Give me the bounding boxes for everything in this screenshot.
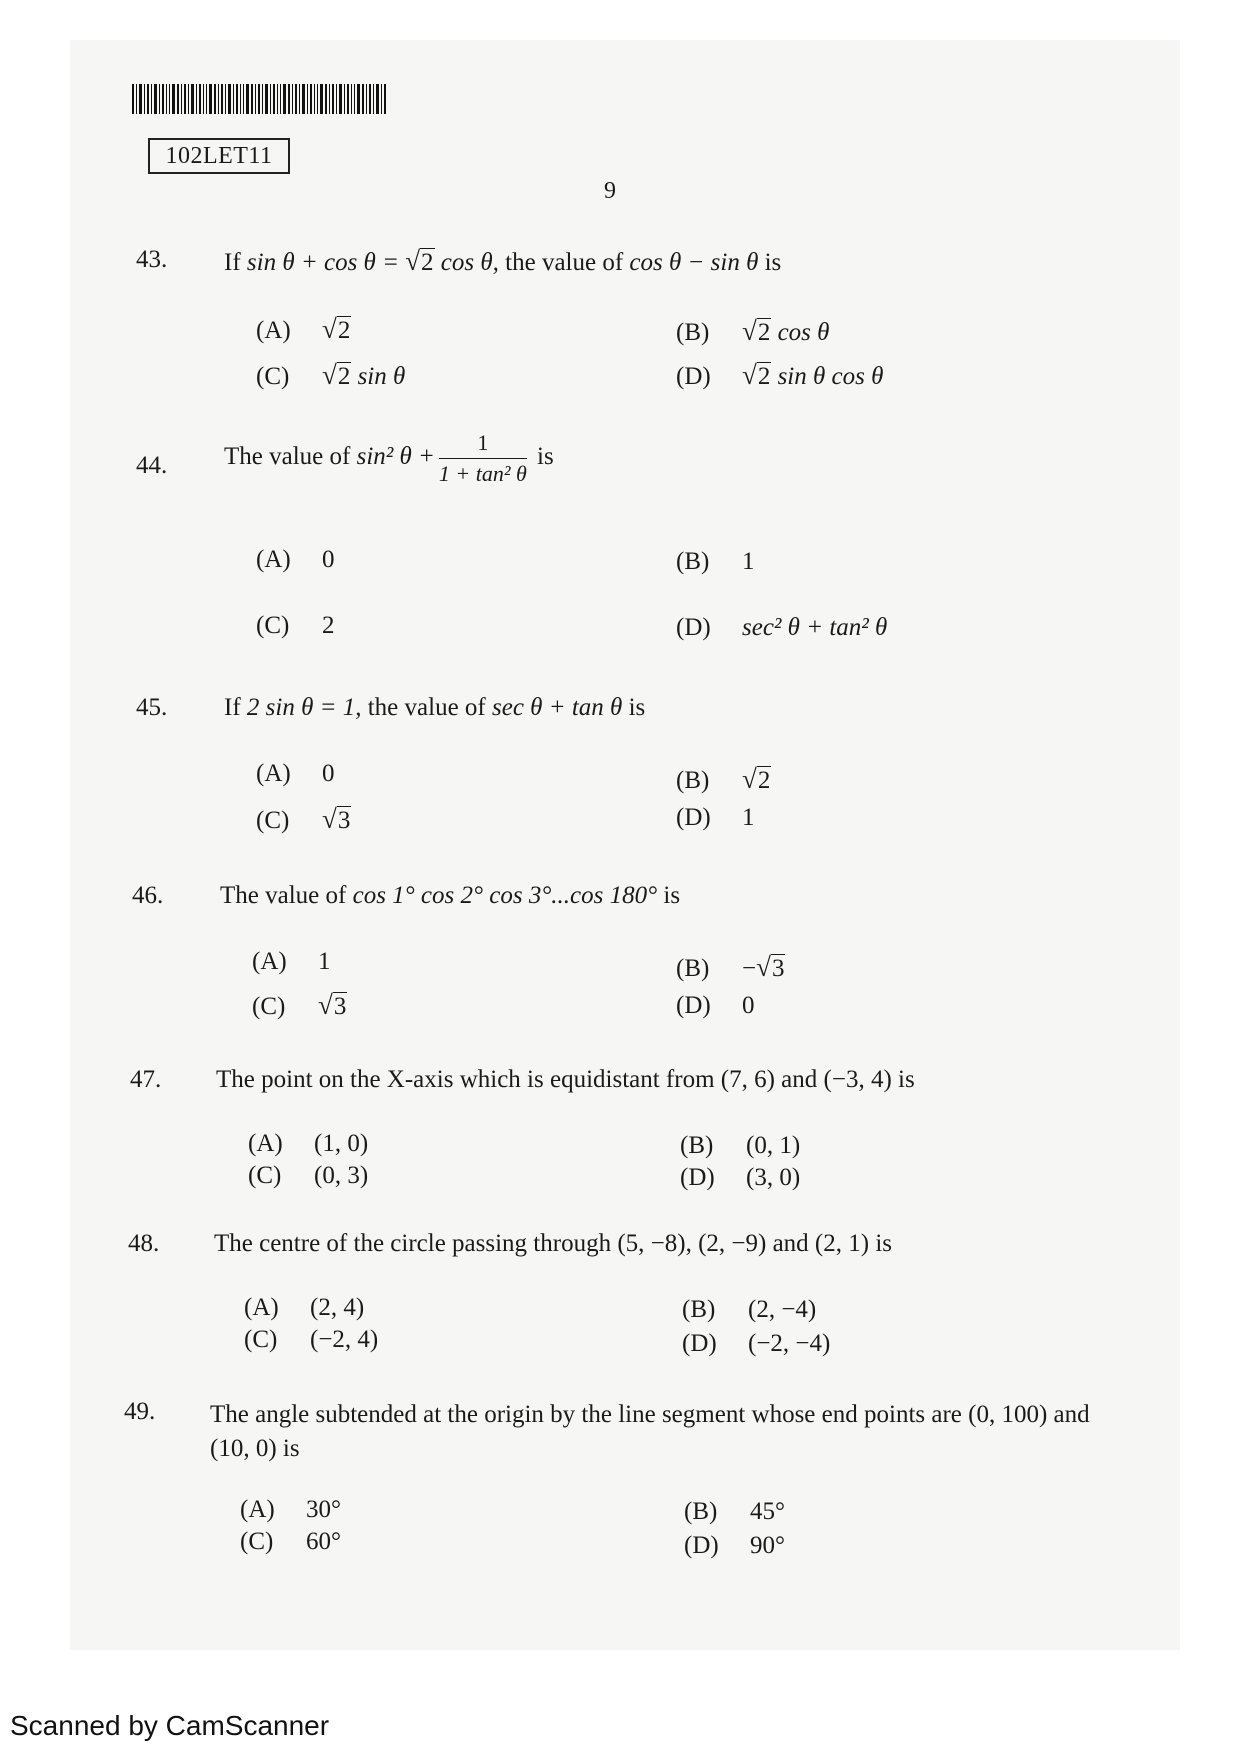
scanner-watermark: Scanned by CamScanner [10,1710,330,1741]
question-number: 48. [128,1230,160,1257]
option-c[interactable]: (C) 2 [256,612,335,639]
question-number: 45. [136,694,168,721]
option-c[interactable]: (C) √2 sin θ [256,360,406,390]
question-text: The point on the X-axis which is equidistant from (7, 6) and (−3, 4) is [216,1066,915,1093]
option-d[interactable]: (D) (3, 0) [680,1164,801,1191]
option-a[interactable]: (A) 0 [256,546,335,573]
sqrt: √2 [405,246,434,276]
option-b[interactable]: (B) (0, 1) [680,1132,801,1159]
question-text: The centre of the circle passing through (5, −8), (2, −9) and (2, 1) is [214,1230,892,1257]
option-b[interactable]: (B) 1 [676,548,755,575]
option-c[interactable]: (C) (0, 3) [248,1162,369,1189]
page-number: 9 [604,178,616,204]
question-text: If sin θ + cos θ = √2 cos θ, the value of cos θ − sin θ is [224,246,782,276]
question-number: 44. [136,452,168,479]
option-b[interactable]: (B) (2, −4) [682,1296,817,1323]
option-a[interactable]: (A) (2, 4) [244,1294,365,1321]
option-d[interactable]: (D) √2 sin θ cos θ [676,360,884,390]
question-text: The value of sin² θ + $\frac{1}{\text{1 + tan² θ}}$ is [224,430,554,486]
option-a[interactable]: (A) 30° [240,1496,341,1523]
option-a[interactable]: (A) 1 [252,948,331,975]
option-b[interactable]: (B) −√3 [676,952,785,982]
question-number: 46. [132,882,164,909]
question-number: 49. [124,1398,156,1425]
question-number: 43. [136,246,168,273]
question-text: If 2 sin θ = 1, the value of sec θ + tan θ is [224,694,646,721]
option-d[interactable]: (D) (−2, −4) [682,1330,831,1357]
option-b[interactable]: (B) √2 cos θ [676,316,830,346]
option-d[interactable]: (D) 0 [676,992,755,1019]
option-c[interactable]: (C) 60° [240,1528,341,1555]
option-a[interactable]: (A) (1, 0) [248,1130,369,1157]
exam-code: 102LET11 [148,138,290,174]
option-b[interactable]: (B) √2 [676,764,771,794]
option-b[interactable]: (B) 45° [684,1498,785,1525]
barcode [132,84,388,114]
option-d[interactable]: (D) 90° [684,1532,785,1559]
option-a[interactable]: (A) √2 [256,314,351,344]
option-a[interactable]: (A) 0 [256,760,335,787]
question-text: The value of cos 1° cos 2° cos 3°...cos 180° is [220,882,681,909]
option-d[interactable]: (D) 1 [676,804,755,831]
option-c[interactable]: (C) √3 [256,804,351,834]
fraction: $\frac{1}{\text{1 + tan² θ}}$ [438,430,527,486]
option-d[interactable]: (D) sec² θ + tan² θ [676,614,888,641]
option-c[interactable]: (C) √3 [252,990,347,1020]
question-text: The angle subtended at the origin by the line segment whose end points are (0, 100) and (10, 0) is [210,1401,1090,1462]
option-c[interactable]: (C) (−2, 4) [244,1326,379,1353]
question-number: 47. [130,1066,162,1093]
